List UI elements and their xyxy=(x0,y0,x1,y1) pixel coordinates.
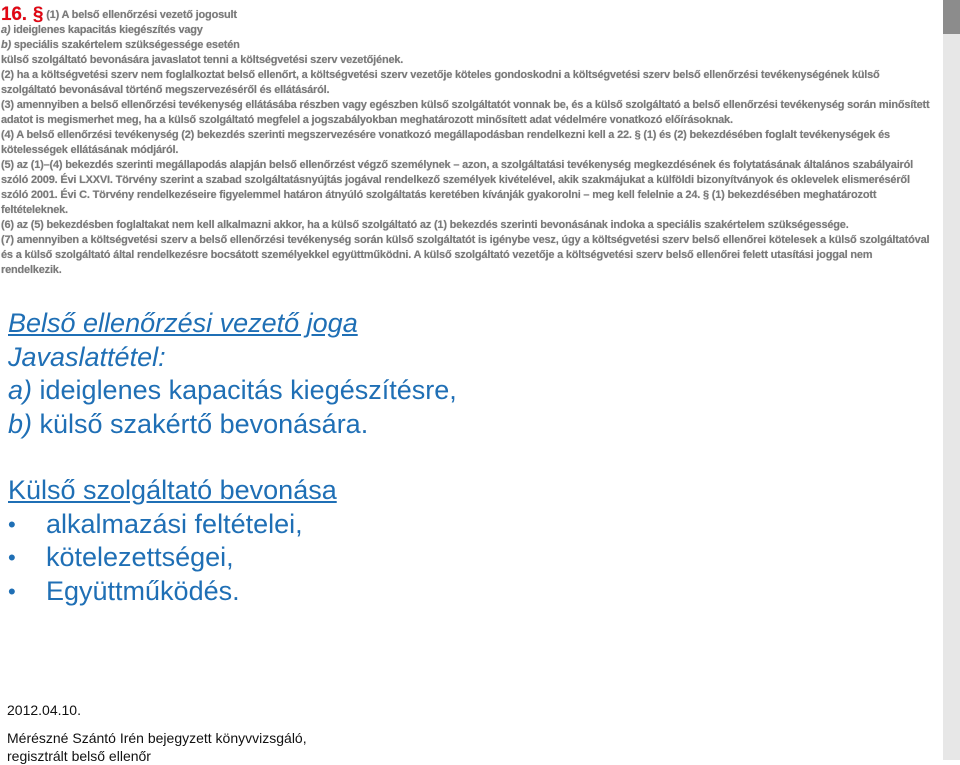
summary-block xyxy=(8,307,457,608)
bullet-icon: • xyxy=(8,578,16,604)
law-text-block xyxy=(1,4,931,278)
summary-item-b: b) külső szakértő bevonására. xyxy=(8,408,369,439)
law-item-b: b) speciális szakértelem szükségessége esetén xyxy=(1,39,240,51)
list-item: • Együttműködés. xyxy=(8,575,457,609)
provider-list xyxy=(8,508,457,609)
law-paragraph-4: (4) A belső ellenőrzési tevékenység (2) bekezdés szerinti megszervezésére vonatkozó megállapodásban rendelkezni kell a 22. § (1) és (2) bekezdésében foglalt tevékenységek és kötelességek ellátásának módjáról. xyxy=(1,129,890,156)
list-item: • kötelezettségei, xyxy=(8,541,457,575)
law-paragraph-6: (6) az (5) bekezdésben foglaltakat nem kell alkalmazni akkor, ha a külső szolgáltató az (1) bekezdés szerinti bevonásának indoka a speciális szakértelem szükségessége. xyxy=(1,219,849,231)
law-heading xyxy=(1,4,931,25)
law-heading-tail: külső szolgáltató bevonására javaslatot tenni a költségvetési szerv vezetőjének. xyxy=(1,54,404,66)
paragraph-sign: § xyxy=(32,4,44,25)
law-paragraph-2: (2) ha a költségvetési szerv nem foglalkoztat belső ellenőrt, a költségvetési szerv vezetője köteles gondoskodni a költségvetési szerv belső ellenőrzési tevékenységének külső szolgáltató bevonásával történő megszervezéséről és ellátásáról. xyxy=(1,69,880,96)
summary-subtitle: Javaslattétel: xyxy=(8,341,166,372)
right-edge-bar-top xyxy=(943,0,960,34)
bullet-icon: • xyxy=(8,511,16,537)
law-paragraph-5: (5) az (1)–(4) bekezdés szerinti megállapodás alapján belső ellenőrzést végző személynek – azon, a szolgáltatási tevékenység megkezdésének és folytatásának általános szabályairól szóló 2009. Évi LXXVI. Törvény szerint a szabad szolgáltatásnyújtás jogával rendelkező személyek kivételével, akik szakmájukat a külföldi bizonyítványok és oklevelek elismeréséről szóló 2001. Évi C. Törvény rendelkezéseire figyelemmel határon átnyúló szolgáltatás keretében kívánják gyakorolni – meg kell felelnie a 24. § (1) bekezdésében meghatározott feltételeknek. xyxy=(1,159,914,216)
spacer xyxy=(8,441,457,474)
bullet-icon: • xyxy=(8,545,16,570)
summary-item-a: a) ideiglenes kapacitás kiegészítésre, xyxy=(8,375,457,405)
section-number: 16. xyxy=(1,4,27,25)
law-paragraph-7: (7) amennyiben a költségvetési szerv a belső ellenőrzési tevékenység során külső szolgáltatót is igénybe vesz, úgy a költségvetési szerv belső ellenőrei kötelesek a külső szolgáltatóval és a külső szolgáltató által rendelkezésre bocsátott személyekkel együttműködni. A külső szolgáltató vezetője a költségvetési szerv belső ellenőrei felett utasítási joggal nem rendelkezik. xyxy=(1,234,930,276)
footer-author-line1: Mérészné Szántó Irén bejegyzett könyvvizsgáló, xyxy=(7,730,307,746)
provider-title: Külső szolgáltató bevonása xyxy=(8,475,337,505)
right-edge-bar xyxy=(943,0,960,760)
law-paragraph-3: (3) amennyiben a belső ellenőrzési tevékenység ellátásába részben vagy egészben külső szolgáltatót vonnak be, és a külső szolgáltató a belső ellenőrzési tevékenység során minősített adatot is megismerhet meg, ha a külső szolgáltató megfelel a jogszabályokban meghatározott minősített adat védelmére vonatkozó előírásoknak. xyxy=(1,99,930,126)
footer-date: 2012.04.10. xyxy=(7,702,81,718)
spacer xyxy=(7,719,307,729)
list-item: • alkalmazási feltételei, xyxy=(8,508,457,542)
law-item-a: a) ideiglenes kapacitás kiegészítés vagy xyxy=(1,24,203,36)
summary-title: Belső ellenőrzési vezető joga xyxy=(8,308,358,338)
footer-author-line2: regisztrált belső ellenőr xyxy=(7,748,151,764)
footer xyxy=(7,701,307,765)
law-heading-line: (1) A belső ellenőrzési vezető jogosult xyxy=(46,9,237,21)
